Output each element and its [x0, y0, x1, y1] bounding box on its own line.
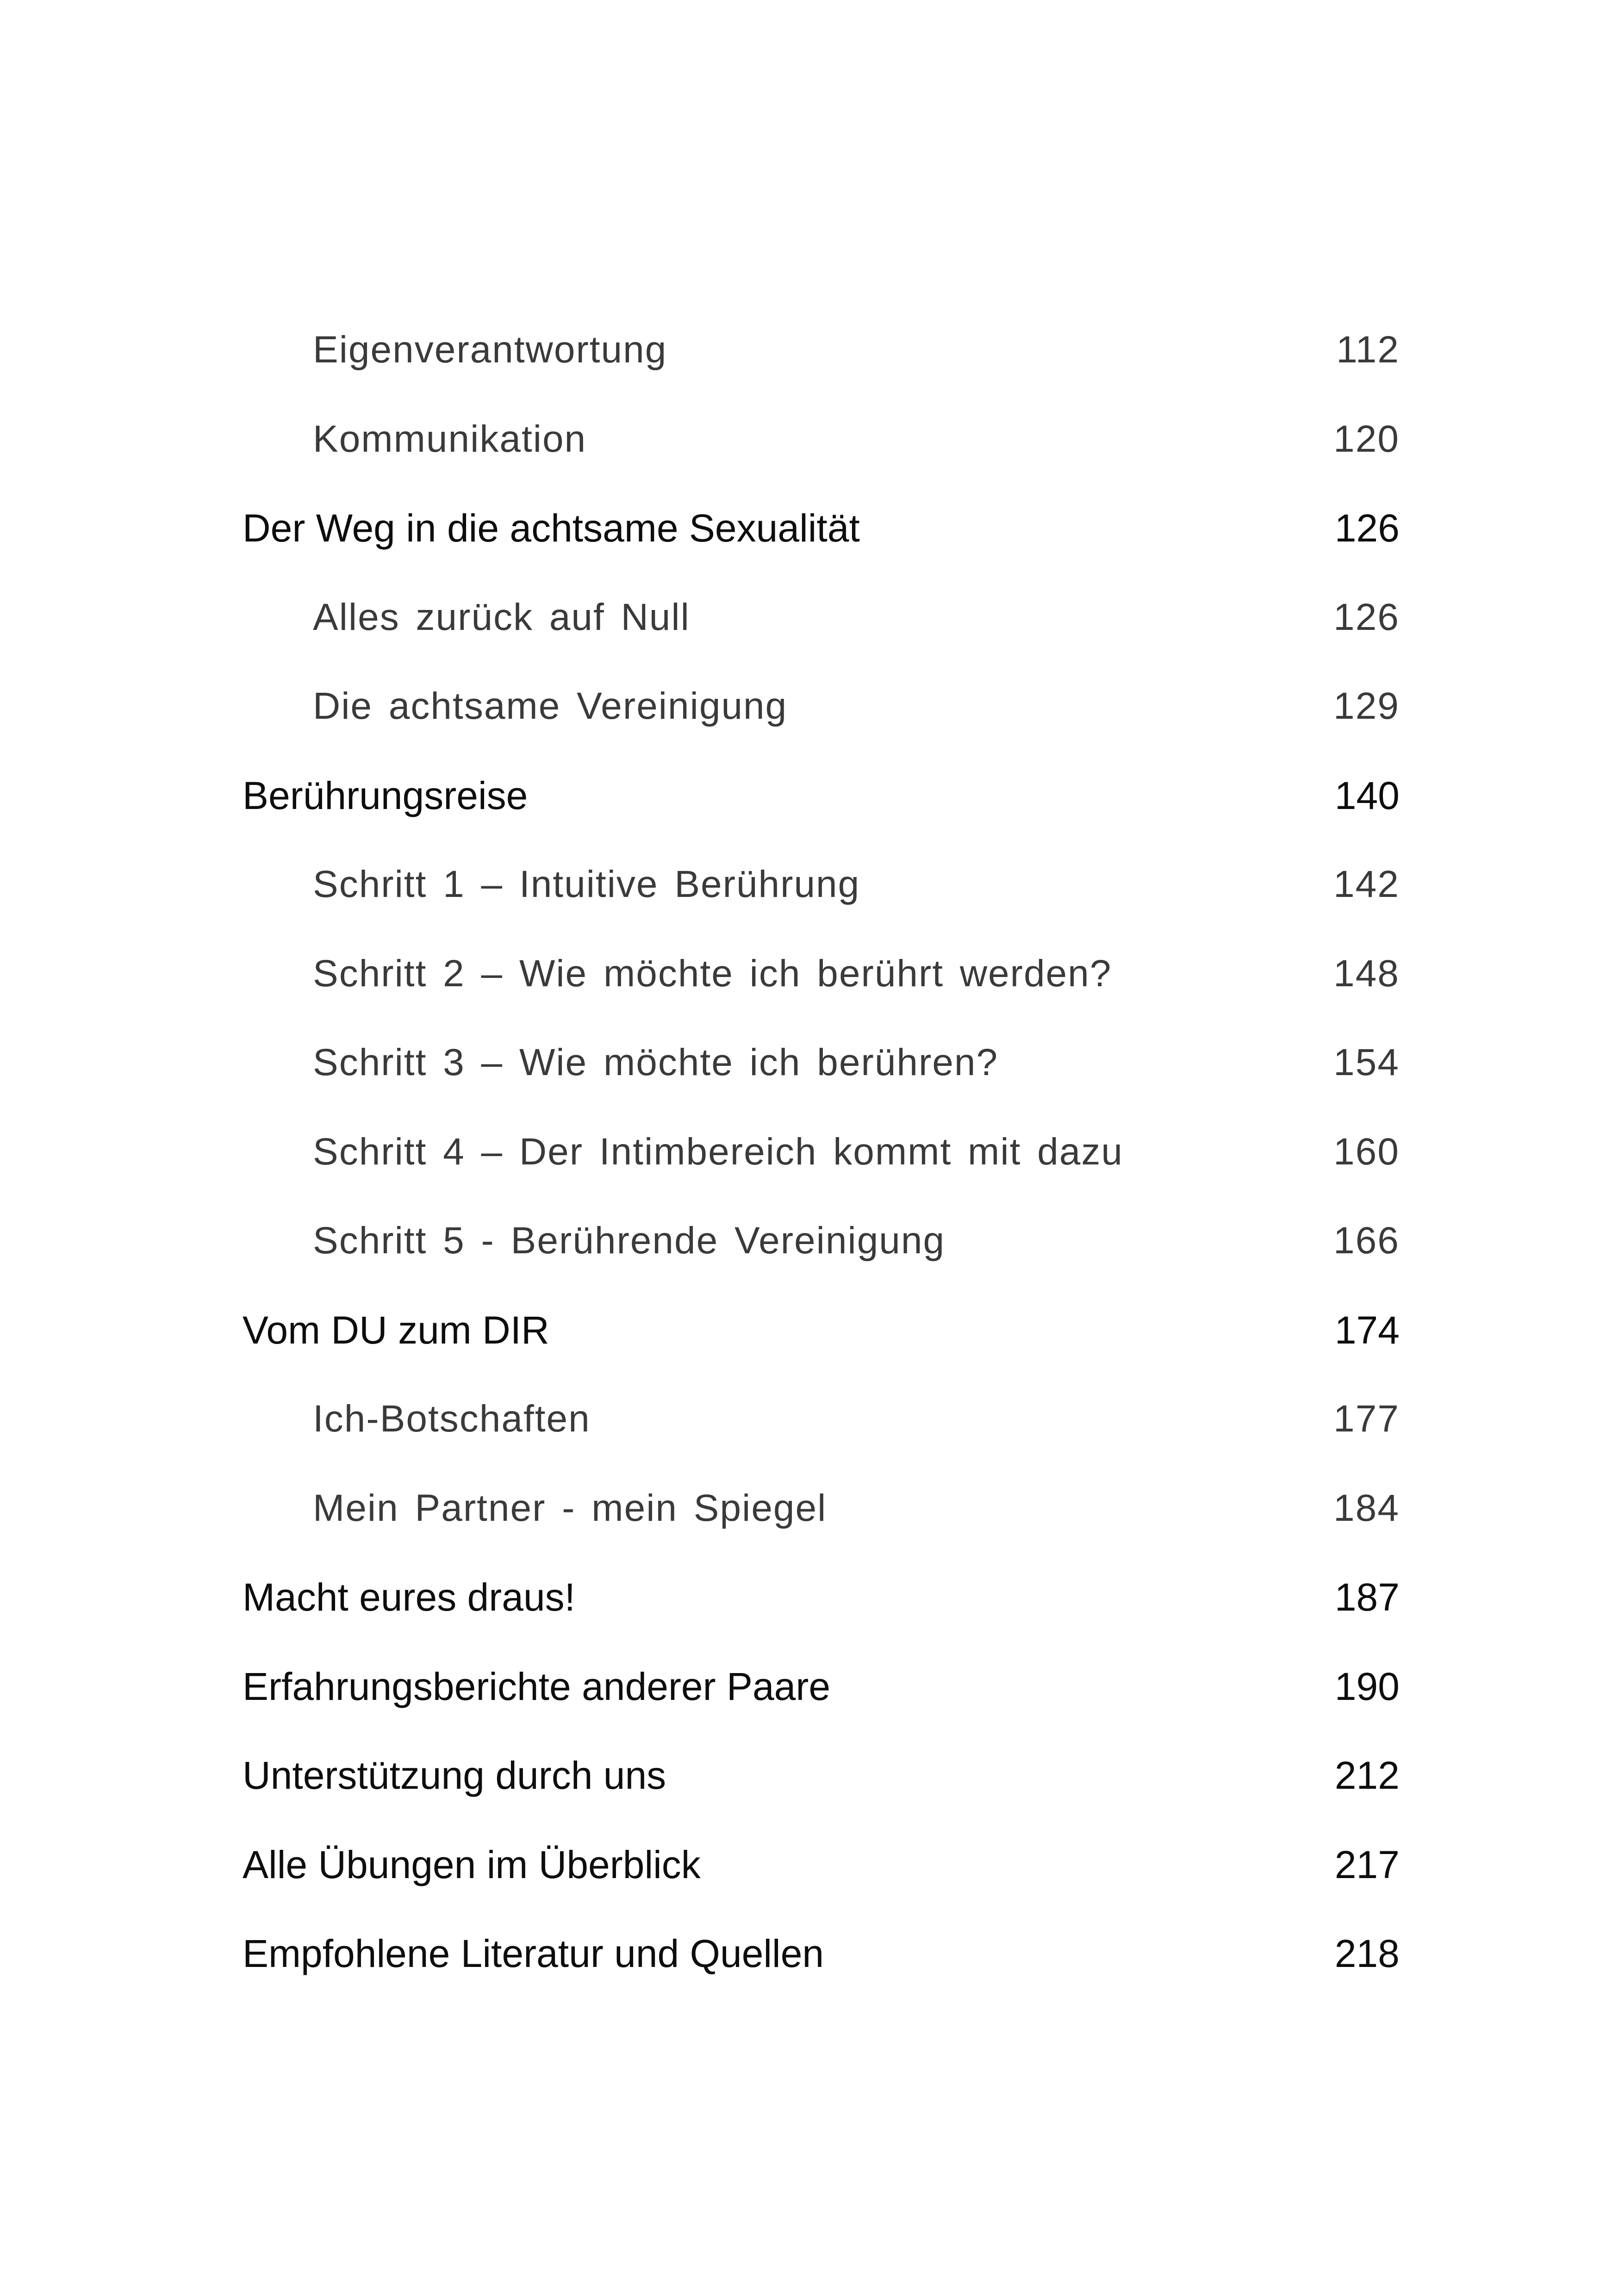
toc-entry-page-number: 112: [1336, 329, 1400, 371]
toc-entry-page-number: 174: [1334, 1308, 1400, 1352]
toc-entry-title: Kommunikation: [313, 417, 587, 460]
toc-entry: [243, 1731, 1400, 1820]
toc-entry: [243, 1820, 1400, 1910]
toc-entry-title: Erfahrungsberichte anderer Paare: [243, 1664, 831, 1708]
toc-entry: [243, 751, 1400, 840]
toc-entry: [243, 1018, 1400, 1108]
toc-entry: [243, 1464, 1400, 1553]
toc-entry-title: Schritt 3 – Wie möchte ich berühren?: [313, 1041, 999, 1084]
toc-entry-page-number: 218: [1334, 1932, 1400, 1976]
toc-entry-title: Schritt 2 – Wie möchte ich berührt werden?: [313, 952, 1112, 995]
toc-entry-title: Schritt 5 - Berührende Vereinigung: [313, 1220, 946, 1262]
toc-entry: [243, 573, 1400, 662]
toc-entry-page-number: 140: [1334, 773, 1400, 817]
toc-entry-page-number: 184: [1333, 1487, 1400, 1529]
toc-entry: [243, 1642, 1400, 1731]
toc-entry: [243, 662, 1400, 751]
toc-entry: [243, 929, 1400, 1019]
toc-entry-title: Unterstützung durch uns: [243, 1754, 666, 1798]
toc-entry: [243, 1553, 1400, 1642]
toc-entry: [243, 840, 1400, 929]
toc-entry-title: Der Weg in die achtsame Sexualität: [243, 506, 860, 550]
toc-entry: [243, 1286, 1400, 1375]
toc-entry-title: Schritt 4 – Der Intimbereich kommt mit dazu: [313, 1130, 1123, 1173]
toc-entry: [243, 305, 1400, 395]
toc-entry-title: Empfohlene Literatur und Quellen: [243, 1932, 824, 1976]
toc-entry: [243, 1108, 1400, 1197]
toc-entry-title: Alles zurück auf Null: [313, 596, 690, 638]
toc-entry-page-number: 148: [1333, 952, 1400, 995]
toc-entry-page-number: 217: [1334, 1842, 1400, 1886]
toc-entry-page-number: 177: [1333, 1398, 1400, 1440]
toc-entry: [243, 395, 1400, 484]
toc-entry-title: Vom DU zum DIR: [243, 1308, 549, 1352]
toc-entry-title: Mein Partner - mein Spiegel: [313, 1487, 827, 1529]
toc-entry: [243, 1909, 1400, 1998]
toc-entry-title: Schritt 1 – Intuitive Berührung: [313, 863, 860, 906]
table-of-contents: [243, 305, 1400, 1998]
toc-entry-page-number: 212: [1334, 1754, 1400, 1798]
toc-entry-page-number: 187: [1334, 1575, 1400, 1619]
toc-entry: [243, 1375, 1400, 1464]
toc-entry: [243, 484, 1400, 573]
toc-entry-page-number: 129: [1333, 685, 1400, 728]
toc-entry-page-number: 126: [1334, 506, 1400, 550]
toc-entry-page-number: 120: [1333, 417, 1400, 460]
toc-entry-page-number: 142: [1333, 863, 1400, 906]
toc-entry-title: Die achtsame Vereinigung: [313, 685, 788, 728]
toc-entry-title: Berührungsreise: [243, 773, 528, 817]
toc-entry-title: Eigenverantwortung: [313, 329, 667, 371]
toc-entry-title: Macht eures draus!: [243, 1575, 576, 1619]
toc-entry-title: Ich-Botschaften: [313, 1398, 591, 1440]
toc-entry: [243, 1196, 1400, 1286]
toc-entry-page-number: 126: [1333, 596, 1400, 638]
toc-entry-page-number: 166: [1333, 1220, 1400, 1262]
toc-entry-page-number: 190: [1334, 1664, 1400, 1708]
toc-entry-page-number: 154: [1333, 1041, 1400, 1084]
toc-entry-page-number: 160: [1333, 1130, 1400, 1173]
toc-entry-title: Alle Übungen im Überblick: [243, 1842, 701, 1886]
